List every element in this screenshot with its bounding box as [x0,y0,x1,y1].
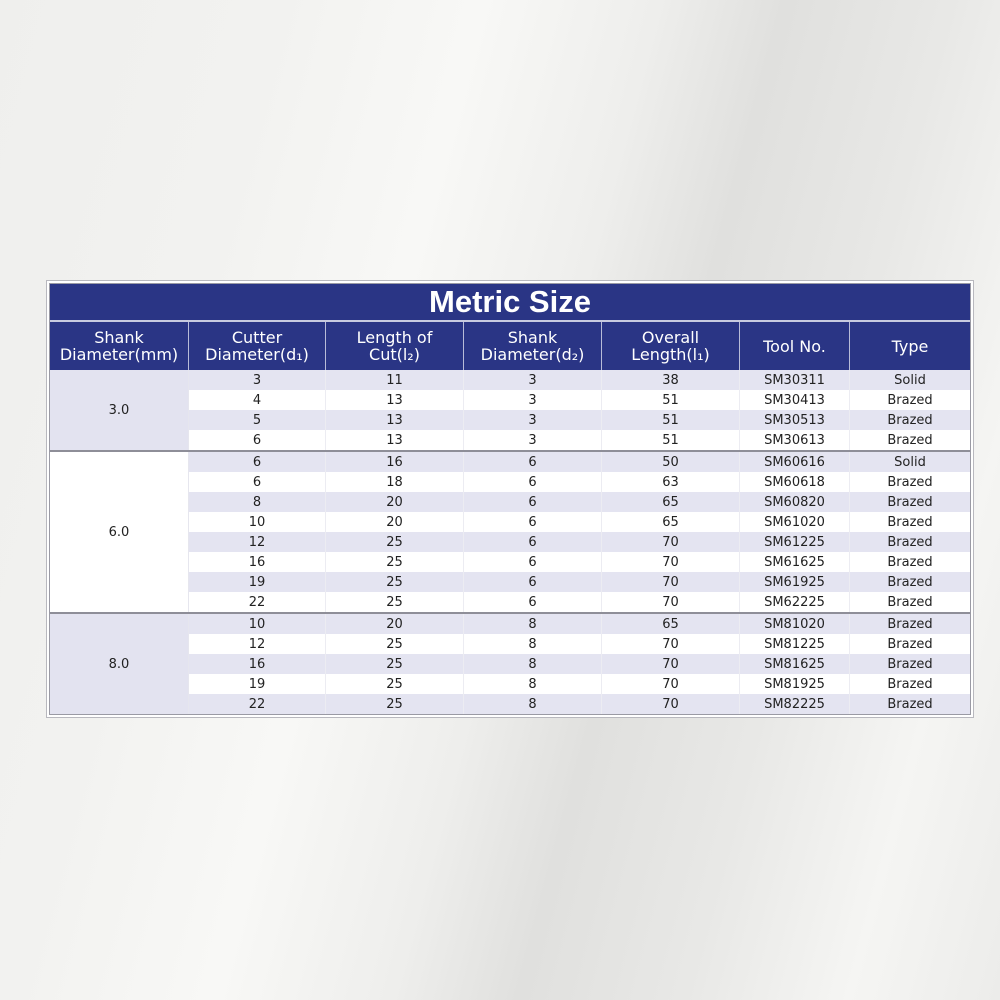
overall-length-cell: 70 [602,552,740,572]
header-overall-length: Overall Length(l₁) [602,322,740,370]
shank-d2-cell: 6 [464,592,602,612]
shank-group-6-0 [50,452,970,614]
overall-length-cell: 63 [602,472,740,492]
tool-no-cell: SM30513 [740,410,850,430]
type-cell: Solid [894,372,926,388]
type-cell: Brazed [887,554,933,570]
table-title: Metric Size [50,284,970,322]
metric-size-table [49,283,971,715]
cutter-diameter-cell: 19 [189,674,326,694]
cutter-diameter-cell: 16 [189,552,326,572]
type-cell: Brazed [887,594,933,610]
overall-length-cell: 70 [602,592,740,612]
shank-d2-cell: 6 [464,552,602,572]
type-cell: Brazed [887,494,933,510]
table-row [189,614,970,634]
header-shank-diameter-mm: Shank Diameter(mm) [50,322,189,370]
shank-d2-cell: 6 [464,452,602,472]
shank-diameter-cell: 3.0 [50,370,189,450]
overall-length-cell: 51 [602,390,740,410]
table-row [189,512,970,532]
cutter-diameter-cell: 12 [189,634,326,654]
cutter-diameter-cell: 22 [189,694,326,714]
type-cell: Brazed [887,676,933,692]
type-cell: Brazed [887,474,933,490]
type-cell: Brazed [887,696,933,712]
cutter-diameter-cell: 12 [189,532,326,552]
tool-no-cell: SM81225 [740,634,850,654]
tool-no-cell: SM81020 [740,614,850,634]
type-cell: Brazed [887,636,933,652]
length-of-cut-cell: 13 [326,430,464,450]
cutter-diameter-cell: 22 [189,592,326,612]
length-of-cut-cell: 25 [326,552,464,572]
tool-no-cell: SM30311 [740,370,850,390]
shank-d2-cell: 8 [464,614,602,634]
table-header-row [50,322,970,370]
tool-no-cell: SM81925 [740,674,850,694]
table-row [189,430,970,450]
shank-d2-cell: 6 [464,492,602,512]
overall-length-cell: 50 [602,452,740,472]
tool-no-cell: SM81625 [740,654,850,674]
type-cell: Brazed [887,656,933,672]
type-cell: Brazed [887,392,933,408]
table-row [189,674,970,694]
length-of-cut-cell: 20 [326,512,464,532]
tool-no-cell: SM61625 [740,552,850,572]
overall-length-cell: 70 [602,572,740,592]
length-of-cut-cell: 20 [326,492,464,512]
shank-d2-cell: 8 [464,654,602,674]
table-row [189,410,970,430]
length-of-cut-cell: 13 [326,390,464,410]
length-of-cut-cell: 11 [326,370,464,390]
tool-no-cell: SM61925 [740,572,850,592]
length-of-cut-cell: 13 [326,410,464,430]
tool-no-cell: SM60618 [740,472,850,492]
type-cell: Brazed [887,514,933,530]
table-body [50,370,970,714]
shank-group-3-0 [50,370,970,452]
header-type: Type [891,336,929,356]
length-of-cut-cell: 25 [326,694,464,714]
tool-no-cell: SM61225 [740,532,850,552]
table-row [189,694,970,714]
shank-d2-cell: 8 [464,674,602,694]
metric-size-table-card [46,280,974,718]
cutter-diameter-cell: 3 [189,370,326,390]
length-of-cut-cell: 25 [326,572,464,592]
header-tool-no: Tool No. [740,322,850,370]
shank-d2-cell: 6 [464,572,602,592]
table-row [189,572,970,592]
tool-no-cell: SM30613 [740,430,850,450]
cutter-diameter-cell: 16 [189,654,326,674]
overall-length-cell: 65 [602,512,740,532]
cutter-diameter-cell: 6 [189,472,326,492]
shank-d2-cell: 8 [464,634,602,654]
table-row [189,654,970,674]
length-of-cut-cell: 25 [326,654,464,674]
overall-length-cell: 38 [602,370,740,390]
table-row [189,472,970,492]
tool-no-cell: SM82225 [740,694,850,714]
type-cell: Solid [894,454,926,470]
overall-length-cell: 51 [602,430,740,450]
type-cell: Brazed [887,432,933,448]
overall-length-cell: 65 [602,492,740,512]
cutter-diameter-cell: 19 [189,572,326,592]
table-row [189,634,970,654]
table-row [189,552,970,572]
tool-no-cell: SM60820 [740,492,850,512]
overall-length-cell: 70 [602,634,740,654]
type-cell: Brazed [887,412,933,428]
cutter-diameter-cell: 6 [189,430,326,450]
shank-d2-cell: 6 [464,532,602,552]
shank-d2-cell: 3 [464,410,602,430]
cutter-diameter-cell: 8 [189,492,326,512]
length-of-cut-cell: 18 [326,472,464,492]
type-cell: Brazed [887,574,933,590]
tool-no-cell: SM30413 [740,390,850,410]
table-row [189,390,970,410]
table-row [189,592,970,612]
type-cell: Brazed [887,616,933,632]
type-cell: Brazed [887,534,933,550]
length-of-cut-cell: 25 [326,634,464,654]
shank-d2-cell: 6 [464,472,602,492]
cutter-diameter-cell: 4 [189,390,326,410]
cutter-diameter-cell: 10 [189,512,326,532]
table-row [189,452,970,472]
shank-d2-cell: 8 [464,694,602,714]
table-row [189,492,970,512]
header-cutter-diameter: Cutter Diameter(d₁) [189,322,326,370]
table-row [189,370,970,390]
shank-diameter-cell: 8.0 [50,614,189,714]
shank-d2-cell: 3 [464,390,602,410]
length-of-cut-cell: 25 [326,674,464,694]
overall-length-cell: 65 [602,614,740,634]
shank-group-8-0 [50,614,970,714]
length-of-cut-cell: 20 [326,614,464,634]
shank-d2-cell: 6 [464,512,602,532]
header-shank-diameter-d2: Shank Diameter(d₂) [464,322,602,370]
overall-length-cell: 70 [602,674,740,694]
shank-d2-cell: 3 [464,370,602,390]
table-row [189,532,970,552]
overall-length-cell: 70 [602,654,740,674]
shank-diameter-cell: 6.0 [50,452,189,612]
shank-d2-cell: 3 [464,430,602,450]
length-of-cut-cell: 16 [326,452,464,472]
overall-length-cell: 51 [602,410,740,430]
tool-no-cell: SM60616 [740,452,850,472]
overall-length-cell: 70 [602,532,740,552]
header-length-of-cut: Length of Cut(l₂) [326,322,464,370]
length-of-cut-cell: 25 [326,532,464,552]
tool-no-cell: SM61020 [740,512,850,532]
tool-no-cell: SM62225 [740,592,850,612]
cutter-diameter-cell: 5 [189,410,326,430]
length-of-cut-cell: 25 [326,592,464,612]
cutter-diameter-cell: 6 [189,452,326,472]
cutter-diameter-cell: 10 [189,614,326,634]
overall-length-cell: 70 [602,694,740,714]
